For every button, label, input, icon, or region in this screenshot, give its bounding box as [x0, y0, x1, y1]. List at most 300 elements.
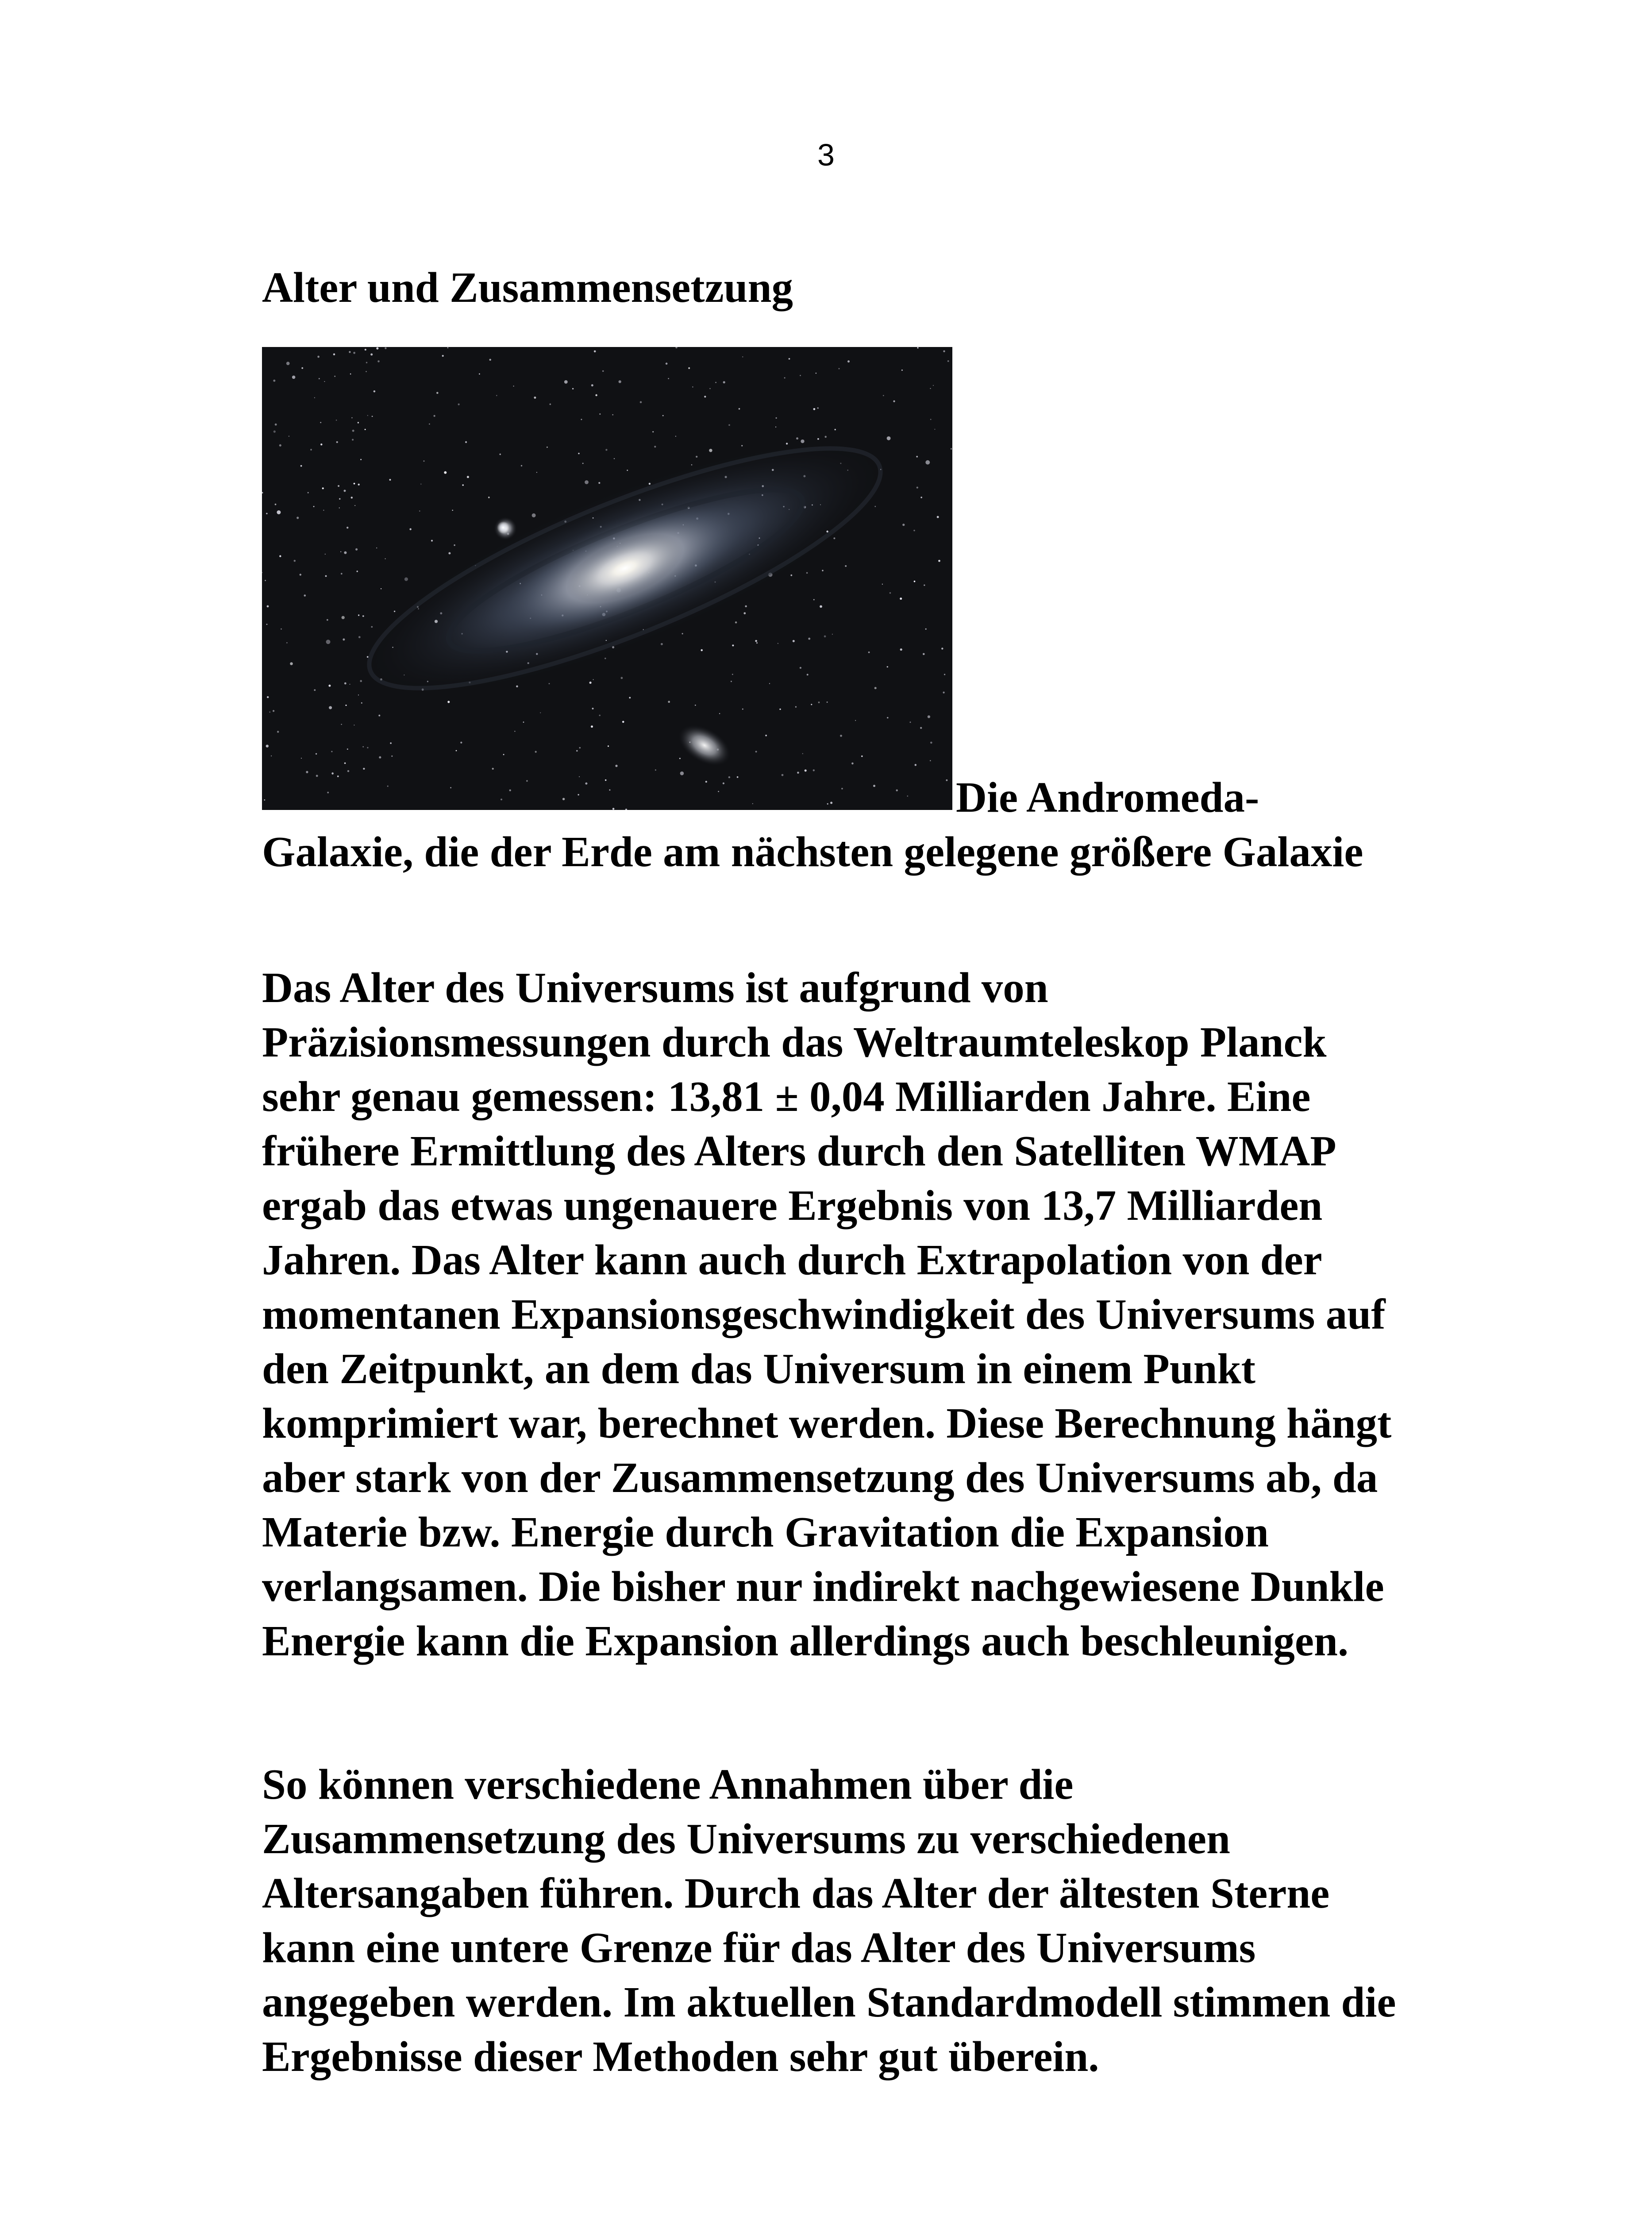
star-dot — [943, 691, 944, 693]
star-dot — [845, 565, 847, 567]
star-dot — [297, 517, 299, 519]
star-dot — [692, 386, 693, 387]
star-dot — [579, 747, 581, 749]
star-dot — [593, 679, 594, 680]
star-dot — [893, 401, 895, 402]
star-dot — [679, 758, 681, 759]
star-dot — [372, 416, 373, 417]
star-dot — [621, 677, 623, 679]
star-dot — [344, 682, 347, 685]
star-dot — [723, 381, 725, 383]
star-dot — [286, 362, 290, 365]
star-dot — [467, 476, 469, 478]
star-dot — [266, 624, 268, 625]
star-dot — [549, 683, 550, 684]
star-dot — [371, 626, 373, 628]
star-dot — [516, 686, 518, 688]
star-dot — [855, 720, 856, 721]
star-dot — [668, 378, 669, 379]
star-dot — [741, 445, 743, 446]
figure-caption: Die Andromeda-Galaxie, die der Erde am nächsten gelegene größere Galaxie — [262, 774, 1363, 875]
star-dot — [534, 397, 536, 399]
star-dot — [599, 413, 601, 415]
star-dot — [882, 584, 883, 585]
star-dot — [390, 742, 392, 744]
star-dot — [549, 403, 551, 405]
star-dot — [336, 441, 338, 443]
star-dot — [802, 753, 803, 754]
star-dot — [340, 551, 341, 552]
star-dot — [521, 465, 522, 467]
star-dot — [267, 696, 269, 698]
star-dot — [824, 635, 826, 637]
star-dot — [920, 727, 922, 729]
star-dot — [376, 547, 377, 548]
star-dot — [779, 709, 781, 710]
star-dot — [333, 353, 335, 355]
star-dot — [696, 456, 697, 458]
star-dot — [334, 376, 335, 377]
star-dot — [915, 764, 917, 766]
star-dot — [488, 497, 490, 498]
star-dot — [765, 735, 767, 736]
star-dot — [793, 640, 795, 642]
star-dot — [447, 701, 450, 703]
star-dot — [902, 524, 905, 526]
star-dot — [499, 454, 501, 455]
star-dot — [668, 701, 670, 703]
star-dot — [784, 377, 786, 378]
star-dot — [489, 359, 491, 361]
star-dot — [742, 356, 743, 357]
star-dot — [344, 490, 346, 492]
star-dot — [320, 443, 322, 445]
star-dot — [452, 510, 453, 511]
star-dot — [323, 510, 324, 511]
star-dot — [602, 370, 604, 372]
star-dot — [536, 472, 537, 473]
star-dot — [436, 392, 438, 393]
star-dot — [756, 642, 758, 644]
star-dot — [924, 584, 925, 586]
star-dot — [913, 530, 915, 531]
body-paragraph-age: Das Alter des Universums ist aufgrund von Präzisionsmessungen durch das Weltraumteleskop Planck sehr genau gemessen: 13,81 ± 0,04 Milliarden Jahre. Eine frühere Ermittlung des Alters durch den Satelliten WMAP ergab das etwas ungenauere Ergebnis von 13,7 Milliarden Jahren. Das Alter kann auch durch Extrapolation von der momentanen Expansionsgeschwindigkeit des Universums auf den Zeitpunkt, an dem das Universum in einem Punkt komprimiert war, berechnet werden. Diese Berechnung hängt aber stark von der Zusammensetzung des Universums ab, da Materie bzw. Energie durch Gravitation die Expansion verlangsamen. Die bisher nur indirekt nachgewiesene Dunkle Energie kann die Expansion allerdings auch beschleunigen. — [262, 964, 1392, 1665]
star-dot — [666, 362, 668, 365]
star-dot — [347, 527, 348, 528]
star-dot — [629, 697, 631, 699]
star-dot — [377, 360, 380, 362]
star-dot — [640, 401, 642, 403]
star-dot — [339, 507, 340, 508]
star-dot — [839, 368, 840, 369]
star-dot — [448, 552, 451, 554]
star-dot — [923, 653, 925, 655]
star-dot — [564, 380, 568, 384]
star-dot — [320, 422, 321, 423]
star-dot — [325, 575, 327, 577]
star-dot — [331, 751, 332, 752]
star-dot — [444, 471, 447, 474]
star-dot — [820, 605, 822, 608]
star-dot — [930, 742, 932, 744]
star-dot — [273, 710, 274, 712]
star-dot — [454, 544, 455, 546]
star-dot — [615, 765, 617, 767]
star-dot — [925, 460, 930, 465]
star-dot — [622, 721, 624, 723]
star-dot — [576, 750, 578, 752]
star-dot — [434, 415, 435, 417]
star-dot — [367, 747, 368, 748]
star-dot — [327, 619, 328, 621]
star-dot — [943, 350, 945, 352]
star-dot — [324, 381, 325, 382]
star-dot — [300, 465, 302, 467]
andromeda-galaxy-image — [262, 347, 952, 810]
star-dot — [608, 745, 609, 747]
star-dot — [290, 662, 293, 665]
star-dot — [775, 427, 776, 428]
star-dot — [316, 753, 317, 755]
star-dot — [591, 725, 593, 728]
star-dot — [916, 487, 918, 489]
star-dot — [345, 705, 347, 706]
star-dot — [273, 431, 276, 433]
star-dot — [286, 642, 288, 644]
star-dot — [354, 505, 355, 506]
star-dot — [688, 367, 690, 369]
star-dot — [385, 347, 386, 349]
star-dot — [404, 577, 408, 581]
star-dot — [789, 358, 790, 360]
star-dot — [456, 750, 457, 752]
page-number: 3 — [817, 138, 835, 172]
star-dot — [385, 558, 386, 559]
star-dot — [314, 397, 315, 398]
star-dot — [731, 681, 732, 682]
star-dot — [890, 592, 891, 594]
star-dot — [910, 721, 911, 723]
star-dot — [581, 419, 582, 420]
star-dot — [592, 708, 594, 709]
star-dot — [458, 404, 460, 405]
star-dot — [883, 395, 884, 396]
star-dot — [930, 419, 932, 420]
star-dot — [928, 715, 930, 718]
star-dot — [389, 479, 391, 481]
star-dot — [319, 378, 320, 379]
star-dot — [379, 756, 381, 759]
star-dot — [532, 513, 536, 517]
star-dot — [709, 388, 711, 389]
star-dot — [755, 751, 757, 752]
star-dot — [419, 510, 420, 511]
star-dot — [514, 731, 515, 732]
star-dot — [360, 680, 362, 682]
star-dot — [374, 390, 376, 393]
star-dot — [367, 415, 368, 416]
star-dot — [336, 420, 337, 421]
star-dot — [925, 628, 927, 630]
star-dot — [813, 599, 815, 601]
star-dot — [933, 385, 934, 386]
star-dot — [591, 384, 593, 386]
section-heading: Alter und Zusammensetzung — [262, 264, 793, 311]
star-dot — [944, 674, 945, 675]
star-dot — [732, 674, 733, 675]
star-dot — [292, 376, 296, 379]
star-dot — [675, 436, 676, 437]
star-dot — [273, 380, 275, 382]
star-dot — [322, 487, 324, 489]
star-dot — [682, 633, 683, 634]
star-dot — [824, 436, 826, 438]
star-dot — [310, 449, 312, 451]
star-dot — [462, 484, 464, 486]
star-dot — [840, 735, 842, 737]
star-dot — [351, 497, 353, 498]
star-dot — [358, 636, 361, 638]
star-dot — [523, 721, 524, 723]
star-dot — [612, 414, 613, 416]
star-dot — [813, 408, 816, 410]
star-dot — [947, 360, 949, 362]
star-dot — [351, 417, 352, 418]
star-dot — [874, 506, 876, 507]
star-dot — [378, 715, 380, 717]
star-dot — [394, 611, 395, 612]
star-dot — [275, 424, 277, 426]
star-dot — [901, 370, 903, 371]
star-dot — [342, 616, 345, 619]
star-dot — [605, 449, 607, 451]
star-dot — [356, 571, 358, 572]
star-dot — [695, 705, 696, 706]
star-dot — [301, 367, 303, 369]
star-dot — [420, 483, 421, 484]
star-dot — [344, 763, 346, 764]
star-dot — [358, 422, 359, 423]
star-dot — [496, 395, 497, 396]
star-dot — [540, 712, 541, 713]
star-dot — [800, 667, 801, 669]
star-dot — [279, 444, 281, 447]
star-dot — [594, 350, 596, 352]
star-dot — [654, 446, 656, 447]
star-dot — [362, 615, 364, 617]
star-dot — [847, 360, 850, 362]
star-dot — [619, 380, 621, 383]
star-dot — [709, 449, 712, 452]
star-dot — [887, 666, 888, 667]
star-dot — [304, 594, 306, 597]
star-dot — [742, 709, 743, 710]
star-dot — [301, 758, 302, 759]
star-dot — [701, 649, 703, 652]
star-dot — [790, 574, 792, 576]
star-dot — [599, 715, 600, 716]
star-dot — [938, 560, 940, 562]
star-dot — [365, 429, 366, 430]
star-dot — [585, 480, 589, 484]
star-dot — [329, 706, 332, 709]
star-dot — [355, 548, 358, 551]
star-dot — [300, 574, 301, 575]
star-dot — [807, 674, 809, 675]
star-dot — [341, 724, 342, 725]
star-dot — [460, 742, 462, 744]
star-dot — [735, 621, 737, 624]
body-paragraph-methods: So können verschiedene Annahmen über die Zusammensetzung des Universums zu verschiedenen Altersangaben führen. Durch das Alter der ältesten Sterne kann eine untere Grenze für das Alter des Universums angegeben werden. Im aktuellen Standardmodell stimmen die Ergebnisse dieser Methoden sehr gut überein. — [262, 1761, 1396, 2080]
star-dot — [363, 768, 365, 770]
star-dot — [930, 388, 931, 389]
star-dot — [358, 614, 359, 616]
star-dot — [343, 638, 345, 640]
star-dot — [800, 375, 801, 376]
star-dot — [916, 456, 918, 458]
star-dot — [887, 436, 891, 440]
star-dot — [503, 754, 504, 755]
star-dot — [728, 424, 730, 426]
star-dot — [429, 424, 430, 425]
star-dot — [339, 498, 340, 500]
star-dot — [851, 763, 854, 765]
star-dot — [266, 513, 267, 514]
star-dot — [317, 356, 320, 358]
star-dot — [874, 687, 877, 689]
star-dot — [325, 554, 326, 555]
star-dot — [951, 448, 952, 449]
star-dot — [431, 540, 433, 542]
star-dot — [267, 605, 269, 608]
star-dot — [917, 347, 919, 348]
star-dot — [350, 374, 351, 375]
star-dot — [817, 438, 819, 440]
star-dot — [358, 484, 360, 486]
star-dot — [827, 702, 828, 703]
star-dot — [409, 528, 411, 530]
star-dot — [578, 453, 579, 454]
star-dot — [341, 573, 343, 574]
star-dot — [365, 349, 366, 351]
star-dot — [349, 351, 350, 353]
star-dot — [941, 648, 943, 649]
star-dot — [861, 756, 863, 757]
star-dot — [832, 634, 833, 635]
star-dot — [352, 430, 354, 432]
star-dot — [277, 510, 281, 514]
star-dot — [900, 598, 902, 600]
star-dot — [776, 417, 777, 419]
star-dot — [275, 504, 277, 505]
star-dot — [281, 628, 282, 630]
star-dot — [344, 551, 347, 554]
star-dot — [822, 570, 823, 571]
star-dot — [535, 751, 537, 752]
star-dot — [614, 458, 615, 459]
star-dot — [835, 429, 836, 430]
star-dot — [704, 396, 706, 397]
star-dot — [715, 382, 716, 383]
star-dot — [769, 683, 770, 684]
star-dot — [314, 689, 316, 691]
star-dot — [266, 744, 269, 747]
star-dot — [313, 506, 315, 507]
star-dot — [743, 612, 746, 614]
star-dot — [376, 347, 378, 350]
star-dot — [755, 640, 757, 642]
star-dot — [795, 706, 797, 707]
star-dot — [806, 572, 808, 574]
star-dot — [739, 408, 740, 410]
star-dot — [662, 415, 664, 416]
star-dot — [277, 731, 279, 733]
star-dot — [930, 760, 931, 761]
star-dot — [265, 580, 266, 581]
star-dot — [745, 605, 747, 607]
star-dot — [465, 441, 467, 443]
star-dot — [732, 644, 734, 646]
star-dot — [595, 394, 597, 396]
star-dot — [338, 485, 339, 487]
star-dot — [652, 431, 654, 432]
star-dot — [914, 581, 916, 582]
star-dot — [661, 643, 663, 645]
star-dot — [811, 704, 812, 705]
star-dot — [370, 353, 373, 355]
star-dot — [572, 388, 574, 389]
star-dot — [362, 746, 364, 748]
star-dot — [442, 355, 444, 357]
star-dot — [808, 638, 810, 640]
star-dot — [360, 459, 362, 460]
star-dot — [326, 640, 331, 644]
star-dot — [328, 685, 331, 687]
star-dot — [887, 717, 888, 718]
star-dot — [816, 373, 817, 374]
star-dot — [627, 470, 628, 471]
star-dot — [447, 347, 449, 348]
star-dot — [818, 702, 820, 703]
star-dot — [479, 374, 480, 375]
star-dot — [352, 439, 354, 441]
star-dot — [598, 482, 600, 484]
star-dot — [354, 483, 355, 485]
star-dot — [361, 702, 362, 704]
star-dot — [589, 682, 592, 684]
star-dot — [547, 447, 548, 448]
star-dot — [347, 748, 348, 750]
star-dot — [353, 352, 355, 354]
star-dot — [358, 694, 359, 695]
star-dot — [796, 437, 798, 440]
star-dot — [349, 684, 350, 685]
star-dot — [279, 555, 281, 557]
star-dot — [719, 713, 720, 714]
star-dot — [920, 497, 922, 498]
star-dot — [817, 407, 819, 409]
star-dot — [900, 648, 902, 651]
star-dot — [937, 516, 939, 518]
star-dot — [934, 429, 935, 430]
star-dot — [424, 460, 425, 462]
star-dot — [308, 492, 309, 493]
star-dot — [391, 756, 393, 757]
star-dot — [492, 768, 494, 770]
star-dot — [366, 362, 367, 363]
star-dot — [868, 652, 870, 653]
star-dot — [294, 560, 296, 562]
